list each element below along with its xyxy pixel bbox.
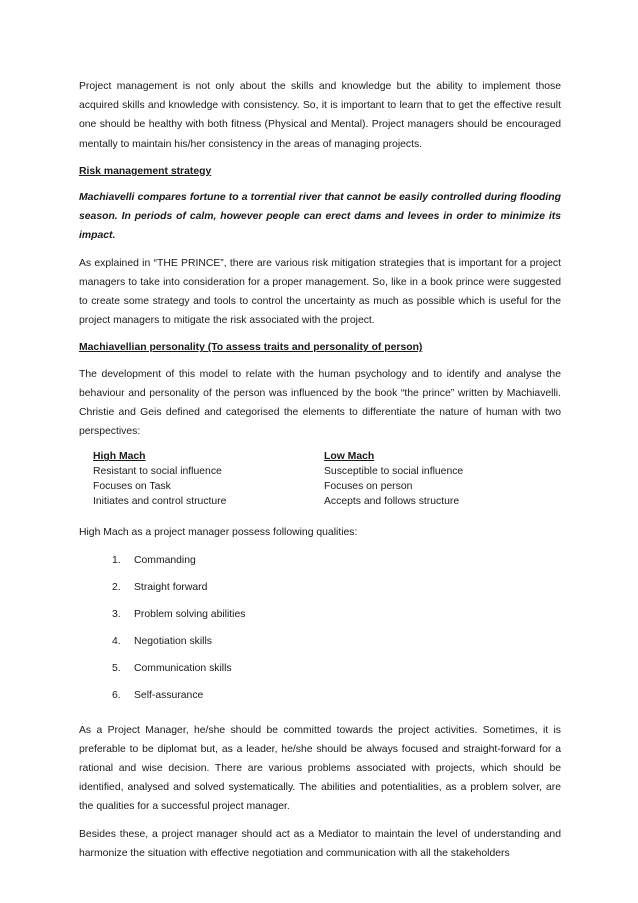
high-mach-trait: Resistant to social influence [93, 466, 222, 478]
list-text: Commanding [134, 554, 196, 566]
manager-paragraph: As a Project Manager, he/she should be committed towards the project activities. Sometimes, it is preferable to be diplomat but, as a leader, he/she should be always focused and straight-forward for a rational and wise decision. There are various problems associated with projects, which should be identified, analysed and solved systematically. The abilities and potentialities, as a problem solver, are the qualities for a successful project manager. [79, 724, 561, 813]
risk-management-heading: Risk management strategy [79, 165, 212, 177]
list-item [79, 578, 561, 605]
list-number: 6. [112, 689, 121, 701]
list-number: 4. [112, 635, 121, 647]
high-mach-trait: Focuses on Task [93, 481, 171, 493]
list-number: 5. [112, 662, 121, 674]
list-text: Straight forward [134, 581, 208, 593]
low-mach-column [324, 449, 554, 509]
machiavelli-quote: Machiavelli compares fortune to a torrential river that cannot be easily controlled during flooding season. In periods of calm, however people can erect dams and levees in order to minimize its impact. [79, 192, 561, 242]
list-item [79, 551, 561, 578]
intro-paragraph: Project management is not only about the skills and knowledge but the ability to implement those acquired skills and knowledge with consistency. So, it is important to learn that to get the effective result one should be healthy with both fitness (Physical and Mental). Project managers should be encouraged mentally to maintain his/her consistency in the areas of managing projects. [79, 81, 561, 150]
qualities-list [79, 551, 561, 713]
low-mach-trait: Focuses on person [324, 481, 413, 493]
mediator-paragraph: Besides these, a project manager should act as a Mediator to maintain the level of understanding and harmonize the situation with effective negotiation and communication with all the stakeholders [79, 828, 561, 859]
low-mach-trait: Accepts and follows structure [324, 496, 460, 508]
list-number: 1. [112, 554, 121, 566]
document-page [79, 77, 561, 871]
personality-heading: Machiavellian personality (To assess traits and personality of person) [79, 342, 423, 354]
mach-comparison [93, 449, 561, 509]
list-text: Communication skills [134, 662, 232, 674]
risk-paragraph: As explained in “THE PRINCE”, there are various risk mitigation strategies that is important for a project managers to take into consideration for a proper management. So, like in a book prince were suggested to create some strategy and tools to control the uncertainty as much as possible which is useful for the project managers to mitigate the risk associated with the project. [79, 257, 561, 327]
personality-paragraph: The development of this model to relate with the human psychology and to identify and analyse the behaviour and personality of the person was influenced by the book “the prince” written by Machiavelli. Christie and Geis defined and categorised the elements to differentiate the nature of human with two perspectives: [79, 368, 561, 438]
list-text: Negotiation skills [134, 635, 212, 647]
low-mach-title: Low Mach [324, 451, 375, 463]
qualities-intro: High Mach as a project manager possess following qualities: [79, 527, 358, 539]
list-number: 2. [112, 581, 121, 593]
high-mach-column [93, 449, 324, 509]
list-item [79, 632, 561, 659]
list-text: Self-assurance [134, 689, 204, 701]
low-mach-trait: Susceptible to social influence [324, 466, 464, 478]
list-item [79, 605, 561, 632]
high-mach-title: High Mach [93, 451, 146, 463]
high-mach-trait: Initiates and control structure [93, 496, 227, 508]
list-text: Problem solving abilities [134, 608, 246, 620]
list-number: 3. [112, 608, 121, 620]
list-item [79, 686, 561, 713]
list-item [79, 659, 561, 686]
